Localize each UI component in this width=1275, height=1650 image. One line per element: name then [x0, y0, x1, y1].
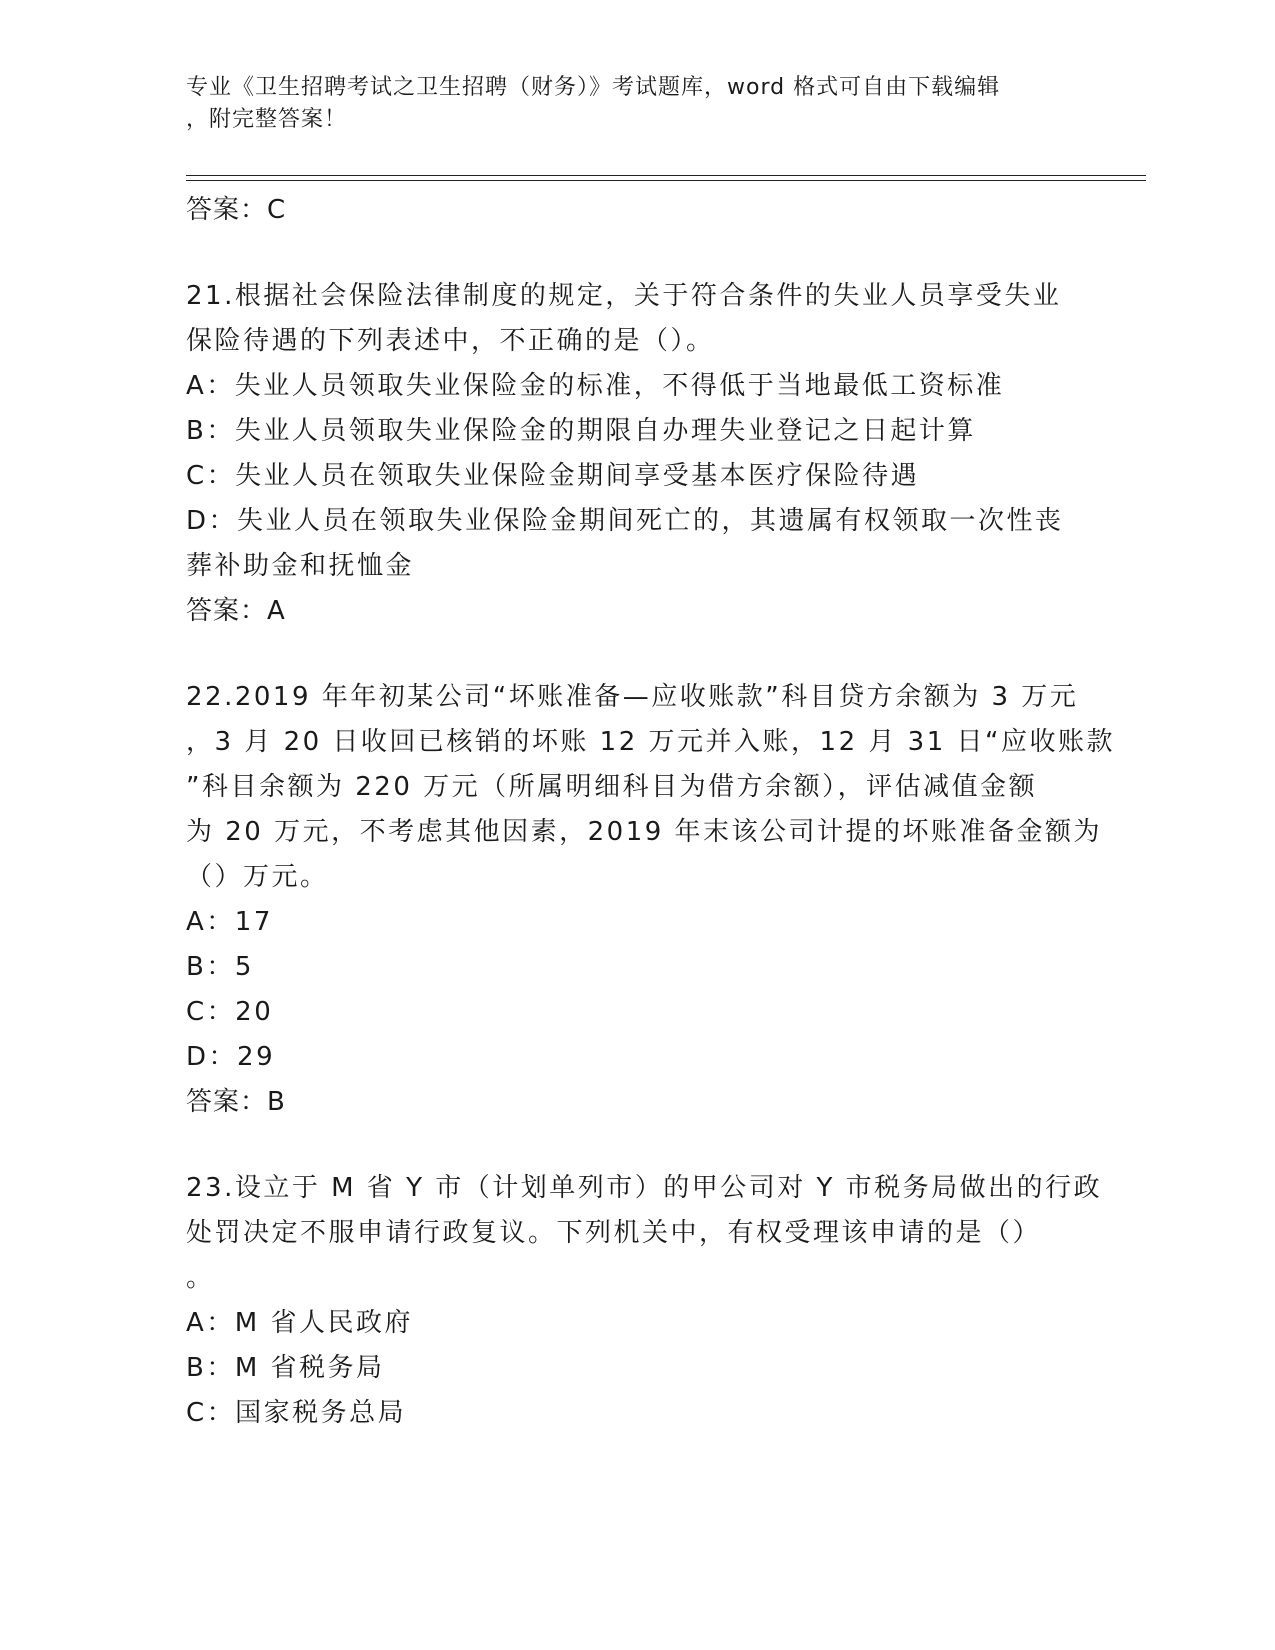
- question-21-option-d: [186, 499, 1086, 589]
- option-line: D：29: [186, 1042, 276, 1072]
- question-22-answer: 答案：B: [186, 1087, 286, 1117]
- question-22-line-4: 为 20 万元，不考虑其他因素，2019 年末该公司计提的坏账准备金额为: [186, 817, 1103, 847]
- question-21-line-1: 21.根据社会保险法律制度的规定，关于符合条件的失业人员享受失业: [186, 281, 1062, 311]
- option-line: D：失业人员在领取失业保险金期间死亡的，其遗属有权领取一次性丧: [186, 506, 1064, 536]
- option-line: C：20: [186, 997, 274, 1027]
- header-divider-top: [186, 175, 1146, 176]
- option-line: B：失业人员领取失业保险金的期限自办理失业登记之日起计算: [186, 416, 976, 446]
- header-divider-bottom: [186, 180, 1146, 181]
- question-21-answer: 答案：A: [186, 596, 286, 626]
- header-line-2: ，附完整答案！: [186, 107, 348, 132]
- question-22-option-d: [186, 1035, 1086, 1080]
- question-22-line-1: 22.2019 年年初某公司“坏账准备—应收账款”科目贷方余额为 3 万元: [186, 682, 1079, 712]
- question-23-option-a: [186, 1301, 1086, 1346]
- question-21: [186, 274, 1086, 633]
- question-23-text: [186, 1166, 1103, 1301]
- question-23-line-3: 。: [186, 1263, 215, 1293]
- option-line: C：国家税务总局: [186, 1398, 407, 1428]
- option-line: A：失业人员领取失业保险金的标准，不得低于当地最低工资标准: [186, 371, 1005, 401]
- question-22: [186, 675, 1115, 1124]
- question-23-option-c: [186, 1391, 1086, 1436]
- previous-answer: 答案：C: [186, 195, 287, 225]
- question-22-line-5: （）万元。: [186, 862, 329, 892]
- question-23-line-1: 23.设立于 M 省 Y 市（计划单列市）的甲公司对 Y 市税务局做出的行政: [186, 1173, 1103, 1203]
- question-22-option-c: [186, 990, 1086, 1035]
- question-22-line-2: ，3 月 20 日收回已核销的坏账 12 万元并入账，12 月 31 日“应收账款: [186, 727, 1115, 757]
- question-list: [186, 188, 1115, 1436]
- option-line: 葬补助金和抚恤金: [186, 551, 415, 581]
- option-line: B：M 省税务局: [186, 1353, 385, 1383]
- question-21-option-b: [186, 409, 1086, 454]
- option-line: C：失业人员在领取失业保险金期间享受基本医疗保险待遇: [186, 461, 920, 491]
- question-23: [186, 1166, 1103, 1436]
- question-21-line-2: 保险待遇的下列表述中，不正确的是（）。: [186, 326, 715, 356]
- question-23-line-2: 处罚决定不服申请行政复议。下列机关中，有权受理该申请的是（）: [186, 1218, 1042, 1248]
- page-header: [186, 72, 1066, 136]
- question-22-option-b: [186, 945, 1086, 990]
- question-21-option-c: [186, 454, 1086, 499]
- question-22-option-a: [186, 900, 1086, 945]
- header-line-1: 专业《卫生招聘考试之卫生招聘（财务）》考试题库，word 格式可自由下载编辑: [186, 75, 1001, 100]
- question-23-option-b: [186, 1346, 1086, 1391]
- question-22-line-3: ”科目余额为 220 万元（所属明细科目为借方余额），评估减值金额: [186, 772, 1038, 802]
- question-21-option-a: [186, 364, 1086, 409]
- option-line: A：17: [186, 907, 273, 937]
- option-line: B：5: [186, 952, 254, 982]
- question-22-text: [186, 675, 1115, 900]
- option-line: A：M 省人民政府: [186, 1308, 413, 1338]
- question-21-text: [186, 274, 1086, 364]
